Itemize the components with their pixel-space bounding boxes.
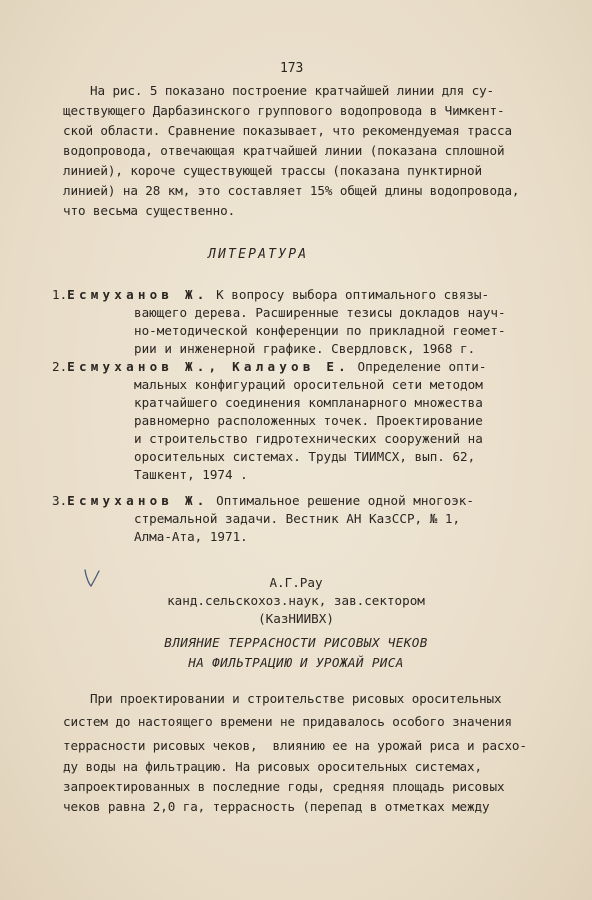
text-line: линией), короче существующей трассы (показана пунктирной bbox=[63, 163, 482, 178]
reference-line: равномерно расположенных точек. Проектирование bbox=[134, 413, 483, 428]
text-line: линией) на 28 км, это составляет 15% общей длины водопровода, bbox=[63, 183, 520, 198]
reference-line: и строительство гидротехнических сооружений на bbox=[134, 431, 483, 446]
reference-line: стремальной задачи. Вестник АН КазССР, № 1, bbox=[134, 511, 461, 526]
reference-item bbox=[52, 492, 552, 546]
article-title-line: ВЛИЯНИЕ ТЕРРАСНОСТИ РИСОВЫХ ЧЕКОВ bbox=[164, 635, 428, 650]
text-line: При проектировании и строительстве рисовых оросительных bbox=[90, 691, 502, 706]
reference-text: Определение опти- bbox=[349, 359, 487, 374]
text-line: На рис. 5 показано построение кратчайшей линии для су- bbox=[90, 83, 495, 98]
text-line: террасности рисовых чеков, влиянию ее на урожай риса и расхо- bbox=[63, 738, 527, 753]
reference-line: вающего дерева. Расширенные тезисы докладов науч- bbox=[134, 305, 506, 320]
text-line: запроектированных в последние годы, средняя площадь рисовых bbox=[63, 779, 505, 794]
reference-number: 3. bbox=[52, 493, 68, 508]
reference-line: мальных конфигураций оросительной сети методом bbox=[134, 377, 483, 392]
reference-number: 1. bbox=[52, 287, 68, 302]
reference-line: рии и инженерной графике. Свердловск, 1968 г. bbox=[134, 341, 476, 356]
reference-first-line bbox=[52, 492, 552, 510]
article-title-line: НА ФИЛЬТРАЦИЮ И УРОЖАЙ РИСА bbox=[188, 655, 404, 670]
reference-first-line bbox=[52, 358, 552, 376]
reference-line: Ташкент, 1974 . bbox=[134, 467, 248, 482]
page-number: 173 bbox=[280, 61, 304, 76]
reference-line: оросительных системах. Труды ТИИМСХ, вып. 62, bbox=[134, 449, 476, 464]
reference-line: кратчайшего соединения компланарного множества bbox=[134, 395, 483, 410]
text-line: систем до настоящего времени не придавалось особого значения bbox=[63, 714, 512, 729]
text-line: ской области. Сравнение показывает, что рекомендуемая трасса bbox=[63, 123, 512, 138]
article-institution: (КазНИИВХ) bbox=[258, 611, 334, 626]
reference-number: 2. bbox=[52, 359, 68, 374]
reference-item bbox=[52, 286, 552, 358]
reference-text: Оптимальное решение одной многоэк- bbox=[208, 493, 474, 508]
text-line: что весьма существенно. bbox=[63, 203, 236, 218]
article-affiliation: канд.сельскохоз.наук, зав.сектором bbox=[167, 593, 425, 608]
reference-line: Алма-Ата, 1971. bbox=[134, 529, 248, 544]
reference-item bbox=[52, 358, 552, 484]
references-heading: ЛИТЕРАТУРА bbox=[208, 247, 309, 262]
reference-line: но-методической конференции по прикладной геомет- bbox=[134, 323, 506, 338]
reference-first-line bbox=[52, 286, 552, 304]
text-line: ществующего Дарбазинского группового водопровода в Чимкент- bbox=[63, 103, 505, 118]
text-line: чеков равна 2,0 га, террасность (перепад в отметках между bbox=[63, 799, 490, 814]
article-author: А.Г.Рау bbox=[269, 575, 323, 590]
reference-author: Есмуханов Ж. bbox=[67, 493, 209, 508]
reference-text: К вопросу выбора оптимального связы- bbox=[208, 287, 490, 302]
reference-author: Есмуханов Ж., Калауов Е. bbox=[67, 359, 350, 374]
text-line: ду воды на фильтрацию. На рисовых оросительных системах, bbox=[63, 759, 482, 774]
text-line: водопровода, отвечающая кратчайшей линии (показана сплошной bbox=[63, 143, 505, 158]
reference-author: Есмуханов Ж. bbox=[67, 287, 209, 302]
